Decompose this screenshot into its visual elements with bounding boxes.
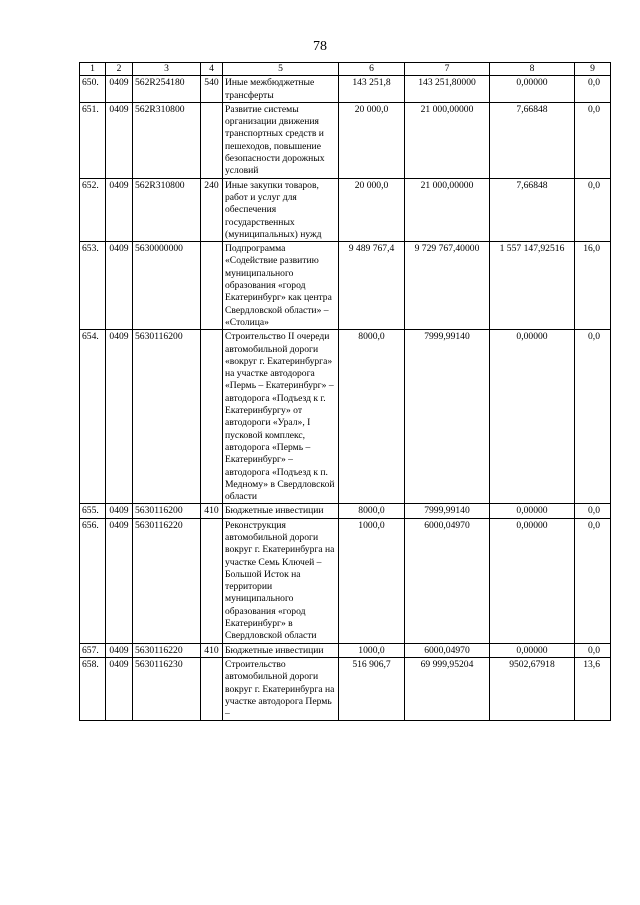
value-col7: 21 000,00000 <box>405 178 490 241</box>
target-code: 5630116220 <box>133 643 201 657</box>
value-col8: 7,66848 <box>490 178 575 241</box>
value-col9: 16,0 <box>575 242 611 330</box>
target-code: 5630116220 <box>133 518 201 643</box>
expense-type <box>201 518 223 643</box>
value-col8: 0,00000 <box>490 518 575 643</box>
value-col6: 8000,0 <box>339 330 405 504</box>
section-code: 0409 <box>106 76 133 103</box>
table-row <box>80 102 611 178</box>
target-code: 562R254180 <box>133 76 201 103</box>
row-number: 654. <box>80 330 106 504</box>
item-name: Подпрограмма «Содействие развитию муниципального образования «город Екатеринбург» как центра Свердловской области» – «Столица» <box>223 242 339 330</box>
value-col6: 1000,0 <box>339 518 405 643</box>
row-number: 656. <box>80 518 106 643</box>
table-row <box>80 330 611 504</box>
header-row <box>80 63 611 76</box>
value-col6: 20 000,0 <box>339 178 405 241</box>
value-col8: 0,00000 <box>490 504 575 518</box>
row-number: 651. <box>80 102 106 178</box>
table-row <box>80 643 611 657</box>
item-name: Бюджетные инвестиции <box>223 504 339 518</box>
col-header: 9 <box>575 63 611 76</box>
expense-type <box>201 657 223 720</box>
item-name: Строительство II очереди автомобильной дороги «вокруг г. Екатеринбурга» на участке автодорога «Пермь – Екатеринбург» – автодорога «Подъезд к г. Екатеринбургу» от автодороги «Урал», I пусковой комплекс, автодорога «Пермь – Екатеринбург» – автодорога «Подъезд к п. Медному» в Свердловской области <box>223 330 339 504</box>
expense-type: 540 <box>201 76 223 103</box>
value-col7: 7999,99140 <box>405 330 490 504</box>
value-col7: 7999,99140 <box>405 504 490 518</box>
value-col7: 69 999,95204 <box>405 657 490 720</box>
target-code: 5630000000 <box>133 242 201 330</box>
row-number: 653. <box>80 242 106 330</box>
row-number: 655. <box>80 504 106 518</box>
expense-type <box>201 102 223 178</box>
value-col8: 1 557 147,92516 <box>490 242 575 330</box>
expense-type: 240 <box>201 178 223 241</box>
expense-type <box>201 330 223 504</box>
value-col9: 0,0 <box>575 330 611 504</box>
target-code: 562R310800 <box>133 102 201 178</box>
item-name: Строительство автомобильной дороги вокруг г. Екатеринбурга на участке автодорога Пермь – <box>223 657 339 720</box>
value-col9: 0,0 <box>575 102 611 178</box>
section-code: 0409 <box>106 643 133 657</box>
value-col9: 0,0 <box>575 178 611 241</box>
value-col6: 516 906,7 <box>339 657 405 720</box>
target-code: 5630116200 <box>133 504 201 518</box>
value-col9: 13,6 <box>575 657 611 720</box>
col-header: 4 <box>201 63 223 76</box>
row-number: 658. <box>80 657 106 720</box>
table-row <box>80 518 611 643</box>
table-row <box>80 504 611 518</box>
value-col7: 21 000,00000 <box>405 102 490 178</box>
item-name: Иные межбюджетные трансферты <box>223 76 339 103</box>
table-row <box>80 657 611 720</box>
col-header: 5 <box>223 63 339 76</box>
item-name: Реконструкция автомобильной дороги вокруг г. Екатеринбурга на участке Семь Ключей – Большой Исток на территории муниципального образования «город Екатеринбург» в Свердловской области <box>223 518 339 643</box>
value-col7: 9 729 767,40000 <box>405 242 490 330</box>
row-number: 657. <box>80 643 106 657</box>
expense-type: 410 <box>201 504 223 518</box>
value-col9: 0,0 <box>575 518 611 643</box>
row-number: 652. <box>80 178 106 241</box>
item-name: Бюджетные инвестиции <box>223 643 339 657</box>
value-col8: 0,00000 <box>490 76 575 103</box>
col-header: 3 <box>133 63 201 76</box>
value-col8: 0,00000 <box>490 330 575 504</box>
expense-type: 410 <box>201 643 223 657</box>
section-code: 0409 <box>106 178 133 241</box>
value-col6: 143 251,8 <box>339 76 405 103</box>
item-name: Иные закупки товаров, работ и услуг для обеспечения государственных (муниципальных) нужд <box>223 178 339 241</box>
section-code: 0409 <box>106 518 133 643</box>
expense-type <box>201 242 223 330</box>
section-code: 0409 <box>106 330 133 504</box>
value-col7: 6000,04970 <box>405 518 490 643</box>
target-code: 5630116230 <box>133 657 201 720</box>
budget-table <box>79 62 611 721</box>
col-header: 2 <box>106 63 133 76</box>
value-col7: 6000,04970 <box>405 643 490 657</box>
table-row <box>80 178 611 241</box>
value-col8: 0,00000 <box>490 643 575 657</box>
value-col9: 0,0 <box>575 76 611 103</box>
value-col6: 1000,0 <box>339 643 405 657</box>
value-col6: 20 000,0 <box>339 102 405 178</box>
row-number: 650. <box>80 76 106 103</box>
value-col7: 143 251,80000 <box>405 76 490 103</box>
value-col8: 7,66848 <box>490 102 575 178</box>
value-col8: 9502,67918 <box>490 657 575 720</box>
col-header: 8 <box>490 63 575 76</box>
col-header: 6 <box>339 63 405 76</box>
table-row <box>80 242 611 330</box>
value-col6: 9 489 767,4 <box>339 242 405 330</box>
value-col9: 0,0 <box>575 643 611 657</box>
value-col6: 8000,0 <box>339 504 405 518</box>
page-number: 78 <box>313 39 327 54</box>
col-header: 7 <box>405 63 490 76</box>
table-row <box>80 76 611 103</box>
value-col9: 0,0 <box>575 504 611 518</box>
section-code: 0409 <box>106 242 133 330</box>
section-code: 0409 <box>106 657 133 720</box>
item-name: Развитие системы организации движения транспортных средств и пешеходов, повышение безопасности дорожных условий <box>223 102 339 178</box>
section-code: 0409 <box>106 102 133 178</box>
target-code: 562R310800 <box>133 178 201 241</box>
section-code: 0409 <box>106 504 133 518</box>
col-header: 1 <box>80 63 106 76</box>
target-code: 5630116200 <box>133 330 201 504</box>
